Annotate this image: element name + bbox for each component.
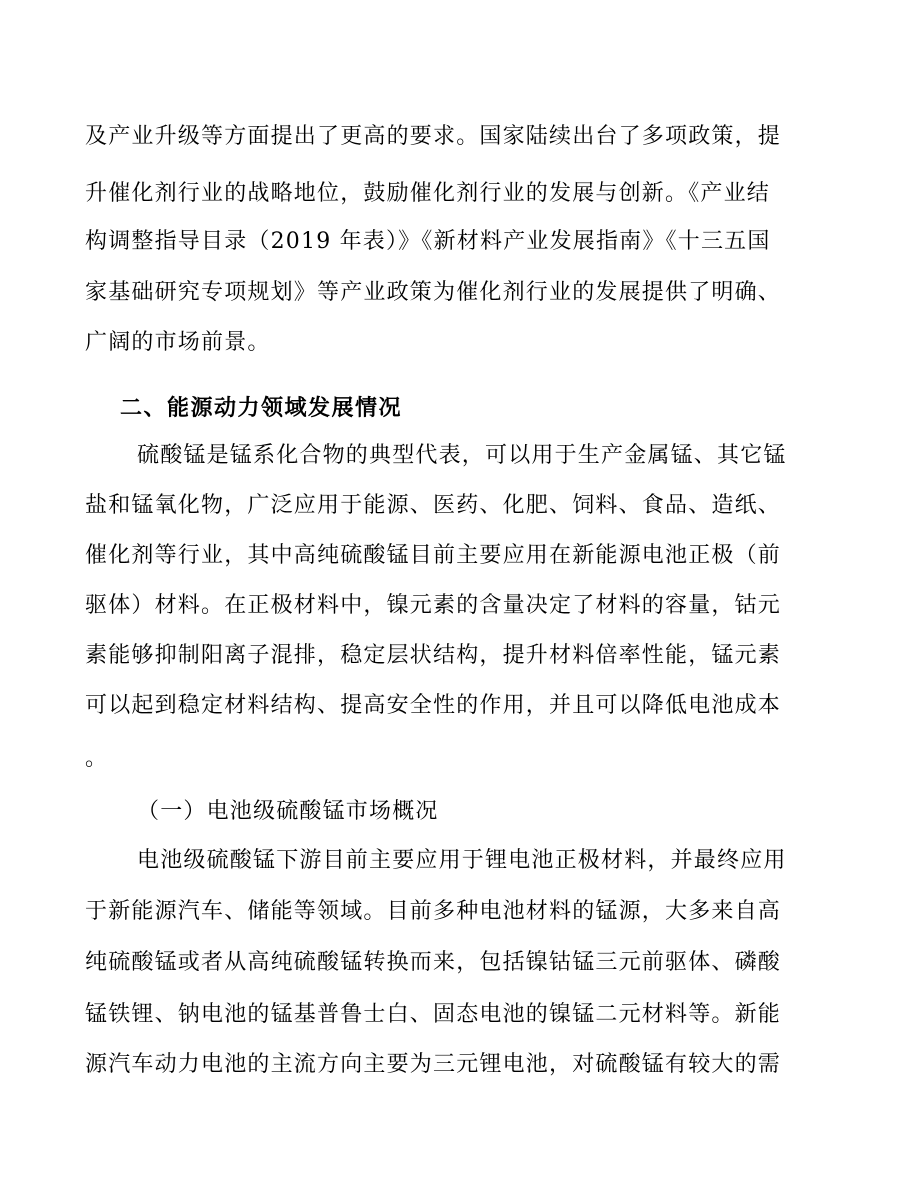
paragraph-3-line-1: 电池级硫酸锰下游目前主要应用于锂电池正极材料，并最终应用 xyxy=(137,848,787,873)
paragraph-3-line-5: 源汽车动力电池的主流方向主要为三元锂电池，对硫酸锰有较大的需 xyxy=(85,1052,782,1077)
paragraph-2-line-6: 可以起到稳定材料结构、提高安全性的作用，并且可以降低电池成本 xyxy=(85,693,782,718)
paragraph-2-line-4: 驱体）材料。在正极材料中，镍元素的含量决定了材料的容量，钴元 xyxy=(85,593,782,618)
paragraph-3-line-3: 纯硫酸锰或者从高纯硫酸锰转换而来，包括镍钴锰三元前驱体、磷酸 xyxy=(85,950,782,975)
paragraph-3-line-2: 于新能源汽车、储能等领域。目前多种电池材料的锰源，大多来自高 xyxy=(85,899,782,924)
paragraph-2-line-1: 硫酸锰是锰系化合物的典型代表，可以用于生产金属锰、其它锰 xyxy=(137,443,787,468)
paragraph-1-line-5: 广阔的市场前景。 xyxy=(85,330,271,355)
paragraph-2-line-5: 素能够抑制阳离子混排，稳定层状结构，提升材料倍率性能，锰元素 xyxy=(85,643,782,668)
subsection-heading: （一）电池级硫酸锰市场概况 xyxy=(137,799,439,824)
paragraph-2-line-3: 催化剂等行业，其中高纯硫酸锰目前主要应用在新能源电池正极（前 xyxy=(85,543,782,568)
paragraph-1-line-2: 升催化剂行业的战略地位，鼓励催化剂行业的发展与创新。《产业结 xyxy=(85,181,771,206)
paragraph-3-line-4: 锰铁锂、钠电池的锰基普鲁士白、固态电池的镍锰二元材料等。新能 xyxy=(85,1002,782,1027)
paragraph-1-line-1: 及产业升级等方面提出了更高的要求。国家陆续出台了多项政策，提 xyxy=(85,124,782,149)
paragraph-2-line-7: 。 xyxy=(85,746,109,771)
paragraph-1-line-4: 家基础研究专项规划》等产业政策为催化剂行业的发展提供了明确、 xyxy=(85,280,782,305)
paragraph-1-line-3: 构调整指导目录（2019 年表）》《新材料产业发展指南》《十三五国 xyxy=(85,229,771,254)
paragraph-2-line-2: 盐和锰氧化物，广泛应用于能源、医药、化肥、饲料、食品、造纸、 xyxy=(85,493,782,518)
section-heading: 二、能源动力领域发展情况 xyxy=(120,395,403,421)
